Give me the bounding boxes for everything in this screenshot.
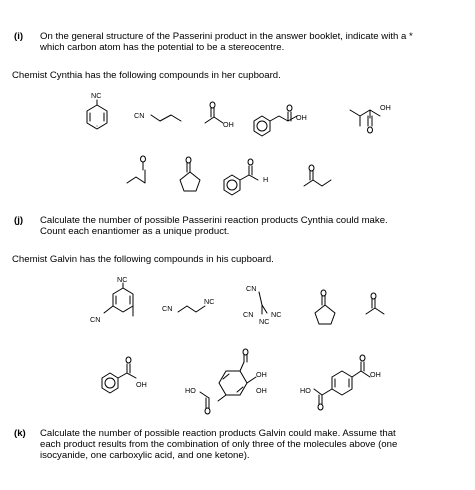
label-oh-b2: OH <box>256 386 267 395</box>
galvin-intro: Chemist Galvin has the following compounds in his cupboard. <box>12 254 274 265</box>
label-oh-b1: OH <box>256 370 267 379</box>
label-cn: CN <box>134 111 145 120</box>
question-k-line-3: isocyanide, one carboxylic acid, and one ketone). <box>40 450 250 461</box>
label-oh-2: OH <box>296 113 307 122</box>
question-k-line-1: Calculate the number of possible reaction products Galvin could make. Assume that <box>40 428 396 439</box>
label-ho-c: HO <box>300 386 311 395</box>
label-oh-a: OH <box>136 380 147 389</box>
label-oh-1: OH <box>223 120 234 129</box>
cynthia-intro: Chemist Cynthia has the following compounds in her cupboard. <box>12 70 281 81</box>
question-i-line-2: which carbon atom has the potential to be a stereocentre. <box>40 42 285 53</box>
label-cn-ring: CN <box>90 315 101 324</box>
label-nc-quat-bottom: NC <box>259 317 270 326</box>
question-j-line-2: Count each enantiomer as a unique product. <box>40 226 230 237</box>
label-oh-3: OH <box>380 103 391 112</box>
label-nc: NC <box>91 91 102 100</box>
label-oh-c: OH <box>370 370 381 379</box>
label-ho-b: HO <box>185 386 196 395</box>
question-i-line-1: On the general structure of the Passerini product in the answer booklet, indicate with a * <box>40 31 413 42</box>
label-cn-chain: CN <box>162 304 173 313</box>
question-j-label: (j) <box>14 215 24 226</box>
question-i-label: (i) <box>14 31 24 42</box>
label-cn-quat-top: CN <box>246 284 257 293</box>
label-nc-quat-right: NC <box>271 310 282 319</box>
question-k-text <box>40 428 397 461</box>
question-k-label: (k) <box>14 428 26 439</box>
label-cn-quat-left: CN <box>243 310 254 319</box>
label-nc-chain: NC <box>204 297 215 306</box>
question-k-line-2: each product results from the combination of only three of the molecules above (one <box>40 439 398 450</box>
label-h: H <box>263 175 269 184</box>
label-nc-top: NC <box>117 275 128 284</box>
question-j-line-1: Calculate the number of possible Passerini reaction products Cynthia could make. <box>40 215 388 226</box>
